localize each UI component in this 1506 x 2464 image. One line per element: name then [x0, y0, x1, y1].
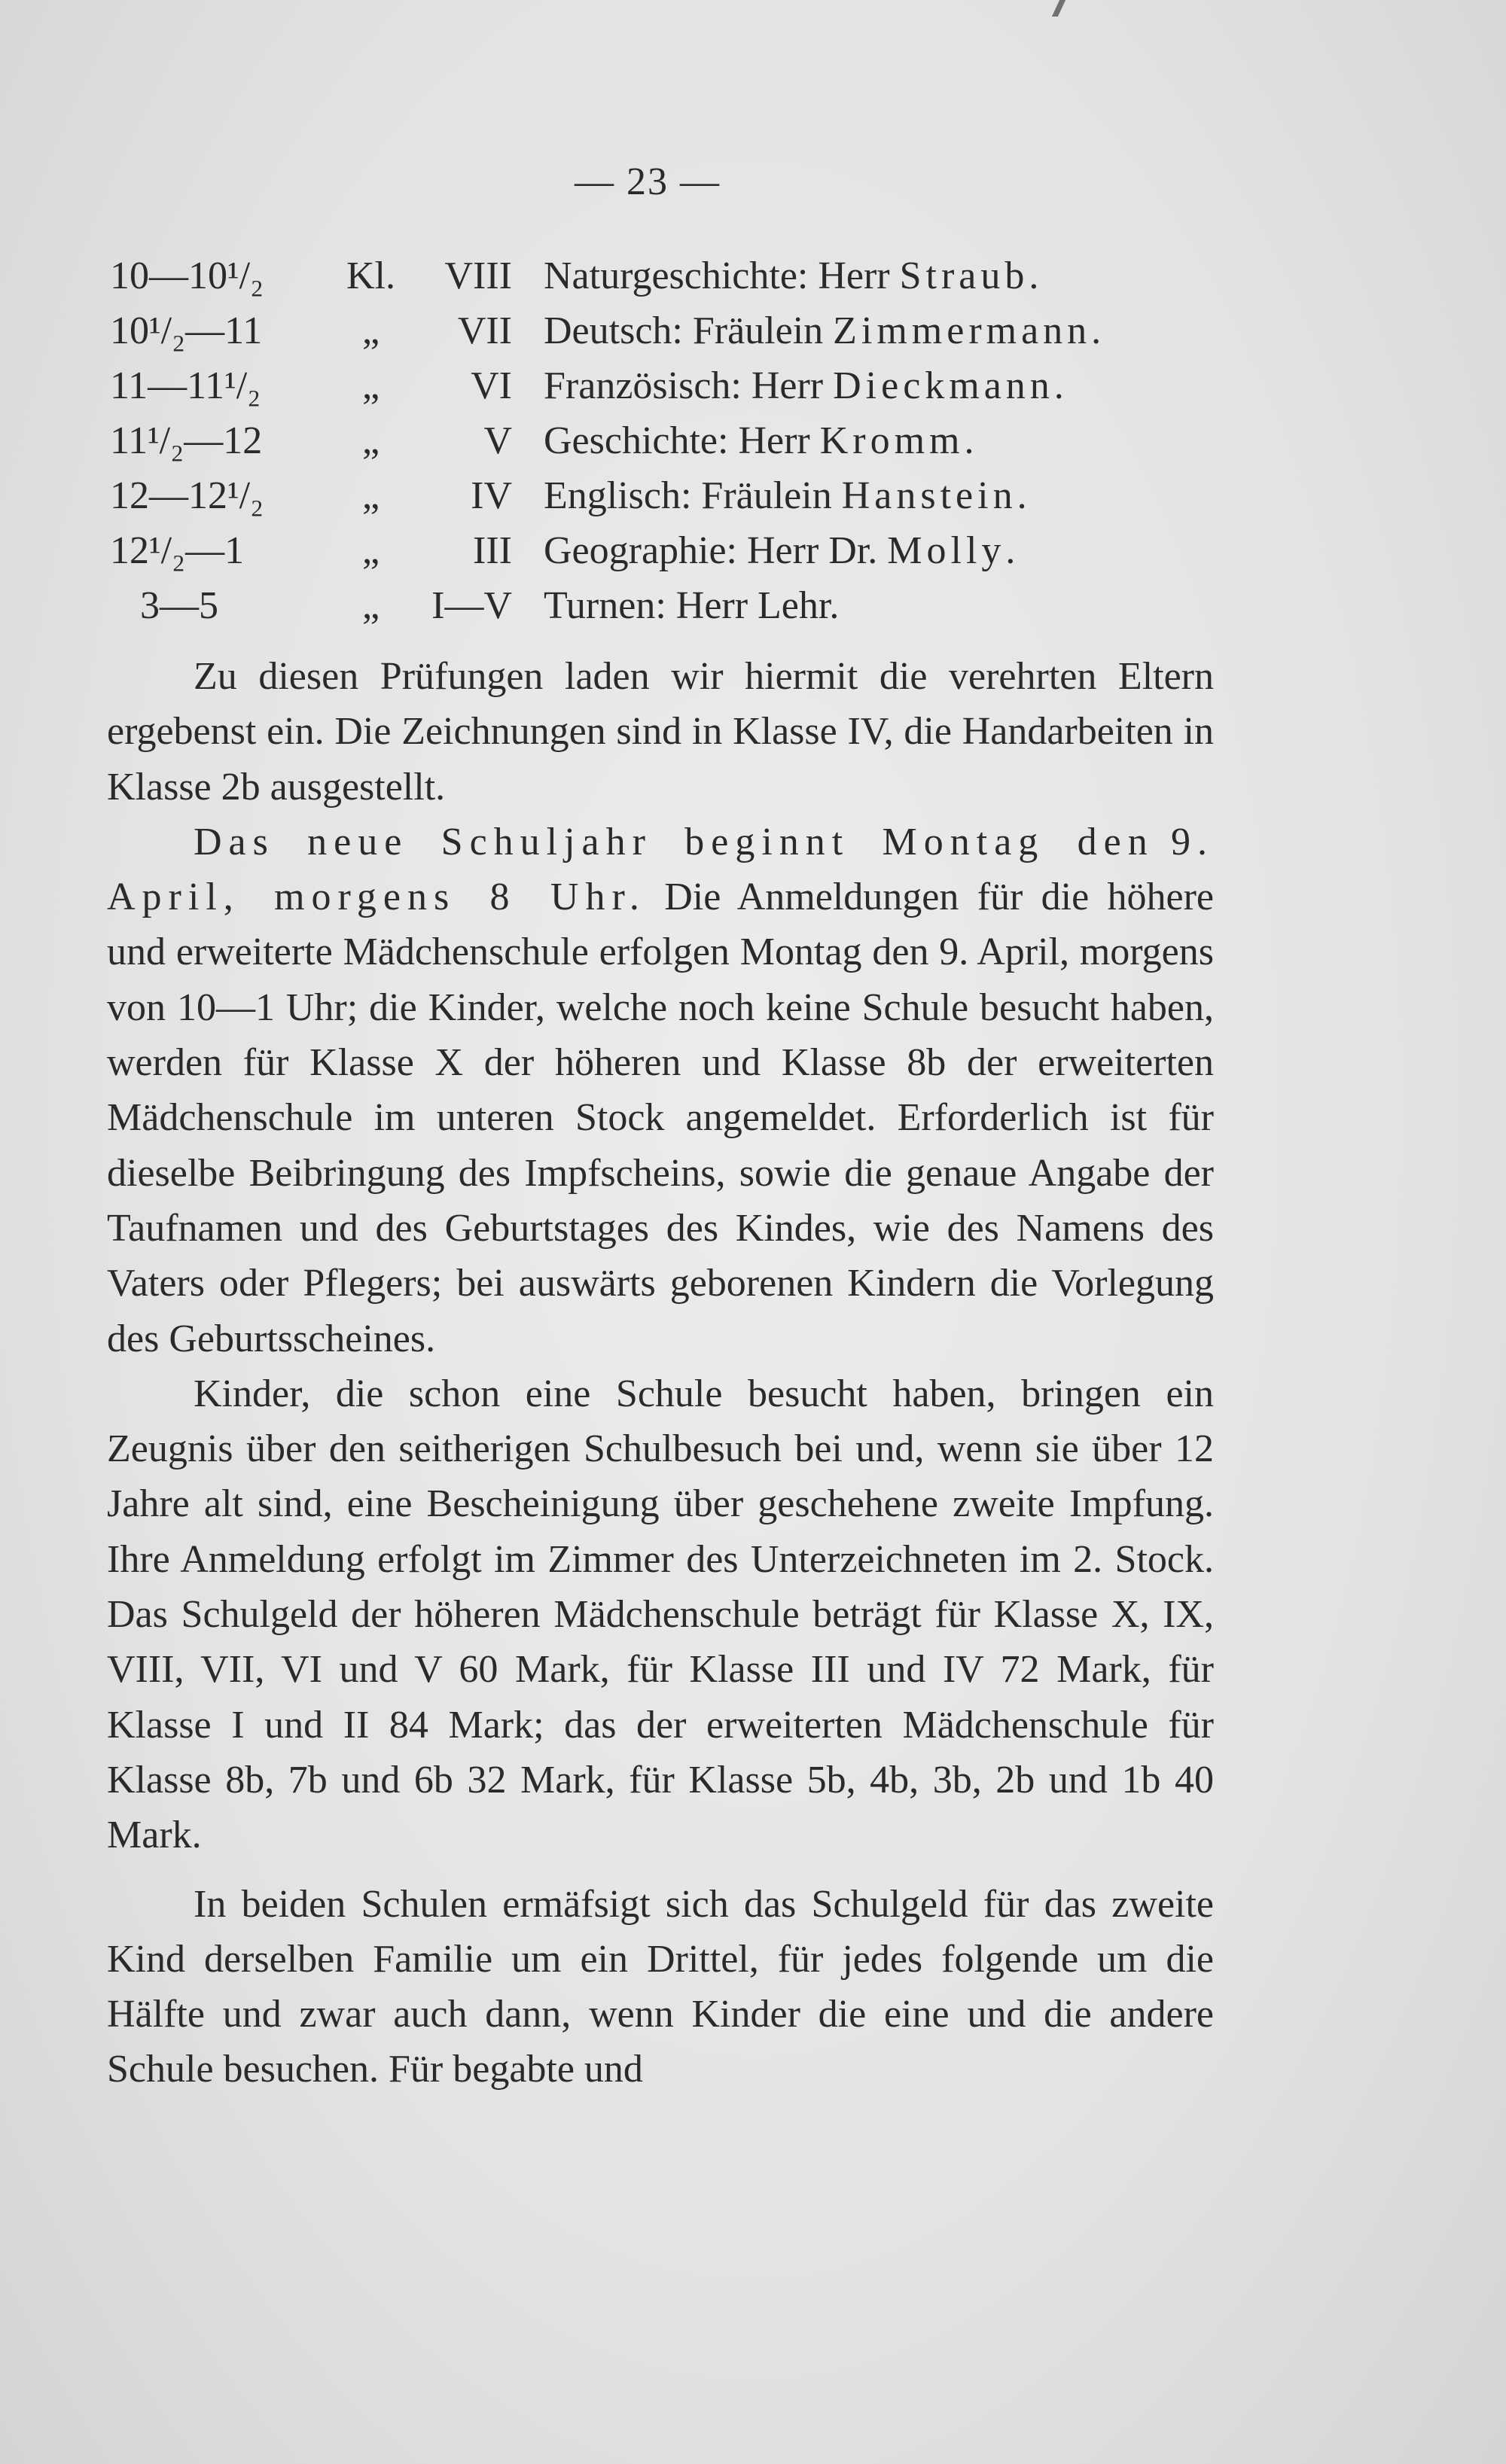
schedule-time: 11—11¹/₂	[110, 364, 261, 407]
schedule-row	[0, 303, 1506, 358]
subject-text: Deutsch: Fräulein	[544, 309, 824, 352]
page-number: — 23 —	[575, 160, 721, 203]
row-end: .	[1029, 254, 1039, 297]
schedule-kl: „	[361, 529, 380, 572]
schedule-row	[0, 578, 1506, 633]
school-year-date: 9. April, morgens 8 Uhr.	[107, 820, 1215, 919]
schedule-kl: Kl.	[346, 254, 395, 297]
schedule-kl: „	[361, 309, 380, 352]
subject-text: Englisch: Fräulein	[544, 474, 832, 517]
subject-text: Turnen: Herr Lehr.	[544, 584, 840, 627]
paragraph-invitation: Zu diesen Prüfungen laden wir hiermit die verehrten Eltern ergebenst ein. Die Zeichnungen sind in Klasse IV, die Handarbeiten in Klasse 2b ausgestellt.	[107, 655, 1214, 809]
exam-schedule	[0, 248, 1506, 633]
schedule-kl: „	[361, 584, 380, 627]
page-edge-mark	[1052, 0, 1065, 17]
schedule-time: 10¹/₂—11	[110, 309, 263, 352]
subject-text: Geographie: Herr Dr.	[544, 529, 878, 572]
schedule-class: I—V	[431, 584, 512, 627]
teacher-name: Kromm	[819, 419, 965, 462]
schedule-class: V	[483, 419, 512, 462]
registration-text: Die Anmeldungen für die höhere und erweiterte Mädchenschule erfolgen Montag den 9. April, morgens von 10—1 Uhr; die Kinder, welche noch keine Schule besucht haben, werden für Klasse X der höheren und Klasse 8b der erweiterten Mädchenschule im unteren Stock angemeldet. Erforderlich ist für dieselbe Beibringung des Impfscheins, sowie die genaue Angabe der Taufnamen und des Geburtstages des Kindes, wie des Namens des Vaters oder Pflegers; bei auswärts geborenen Kindern die Vorlegung des Geburtsscheines.	[107, 876, 1214, 1360]
paragraph-school-year	[107, 815, 1214, 1366]
schedule-kl: „	[361, 364, 380, 407]
subject-text: Französisch: Herr	[544, 364, 824, 407]
schedule-subject	[544, 468, 1027, 523]
schedule-subject	[544, 413, 974, 468]
schedule-class: III	[473, 529, 512, 572]
schedule-subject	[544, 303, 1101, 358]
schedule-subject	[544, 578, 839, 633]
row-end: .	[1017, 474, 1027, 517]
paragraph-discount: In beiden Schulen ermäfsigt sich das Schulgeld für das zweite Kind derselben Familie um ein Drittel, für jedes folgende um die Hälfte und zwar auch dann, wenn Kinder die eine und die andere Schule besuchen. Für begabte und	[107, 1882, 1214, 2091]
schedule-subject	[544, 248, 1038, 303]
teacher-name: Dieckmann	[833, 364, 1054, 407]
schedule-row	[0, 468, 1506, 523]
body-text	[107, 649, 1214, 2097]
schedule-time: 12—12¹/₂	[110, 474, 264, 517]
schedule-class: IV	[471, 474, 512, 517]
schedule-class: VII	[457, 309, 512, 352]
schedule-time: 11¹/₂—12	[110, 419, 263, 462]
schedule-row	[0, 523, 1506, 578]
row-end: .	[1091, 309, 1102, 352]
subject-text: Naturgeschichte: Herr	[544, 254, 890, 297]
schedule-subject	[544, 523, 1015, 578]
schedule-row	[0, 358, 1506, 413]
schedule-time: 3—5	[140, 584, 218, 627]
schedule-class: VI	[471, 364, 512, 407]
teacher-name: Hanstein	[841, 474, 1017, 517]
teacher-name: Straub	[899, 254, 1029, 297]
row-end: .	[1005, 529, 1016, 572]
schedule-time: 12¹/₂—1	[110, 529, 245, 572]
schedule-time: 10—10¹/₂	[110, 254, 264, 297]
teacher-name: Zimmermann	[833, 309, 1092, 352]
row-end: .	[1053, 364, 1064, 407]
teacher-name: Molly	[887, 529, 1006, 572]
schedule-subject	[544, 358, 1064, 413]
row-end: .	[964, 419, 974, 462]
schedule-kl: „	[361, 474, 380, 517]
schedule-row	[0, 413, 1506, 468]
schedule-kl: „	[361, 419, 380, 462]
schedule-row	[0, 248, 1506, 303]
subject-text: Geschichte: Herr	[544, 419, 810, 462]
paragraph-transfer: Kinder, die schon eine Schule besucht haben, bringen ein Zeugnis über den seitherigen Schulbesuch bei und, wenn sie über 12 Jahre alt sind, eine Bescheinigung über geschehene zweite Impfung. Ihre Anmeldung erfolgt im Zimmer des Unterzeichneten im 2. Stock. Das Schulgeld der höheren Mädchenschule beträgt für Klasse X, IX, VIII, VII, VI und V 60 Mark, für Klasse III und IV 72 Mark, für Klasse I und II 84 Mark; das der erweiterten Mädchenschule für Klasse 8b, 7b und 6b 32 Mark, für Klasse 5b, 4b, 3b, 2b und 1b 40 Mark.	[107, 1372, 1214, 1857]
schedule-class: VIII	[444, 254, 512, 297]
school-year-announcement: Das neue Schuljahr beginnt Montag den	[194, 820, 1154, 863]
